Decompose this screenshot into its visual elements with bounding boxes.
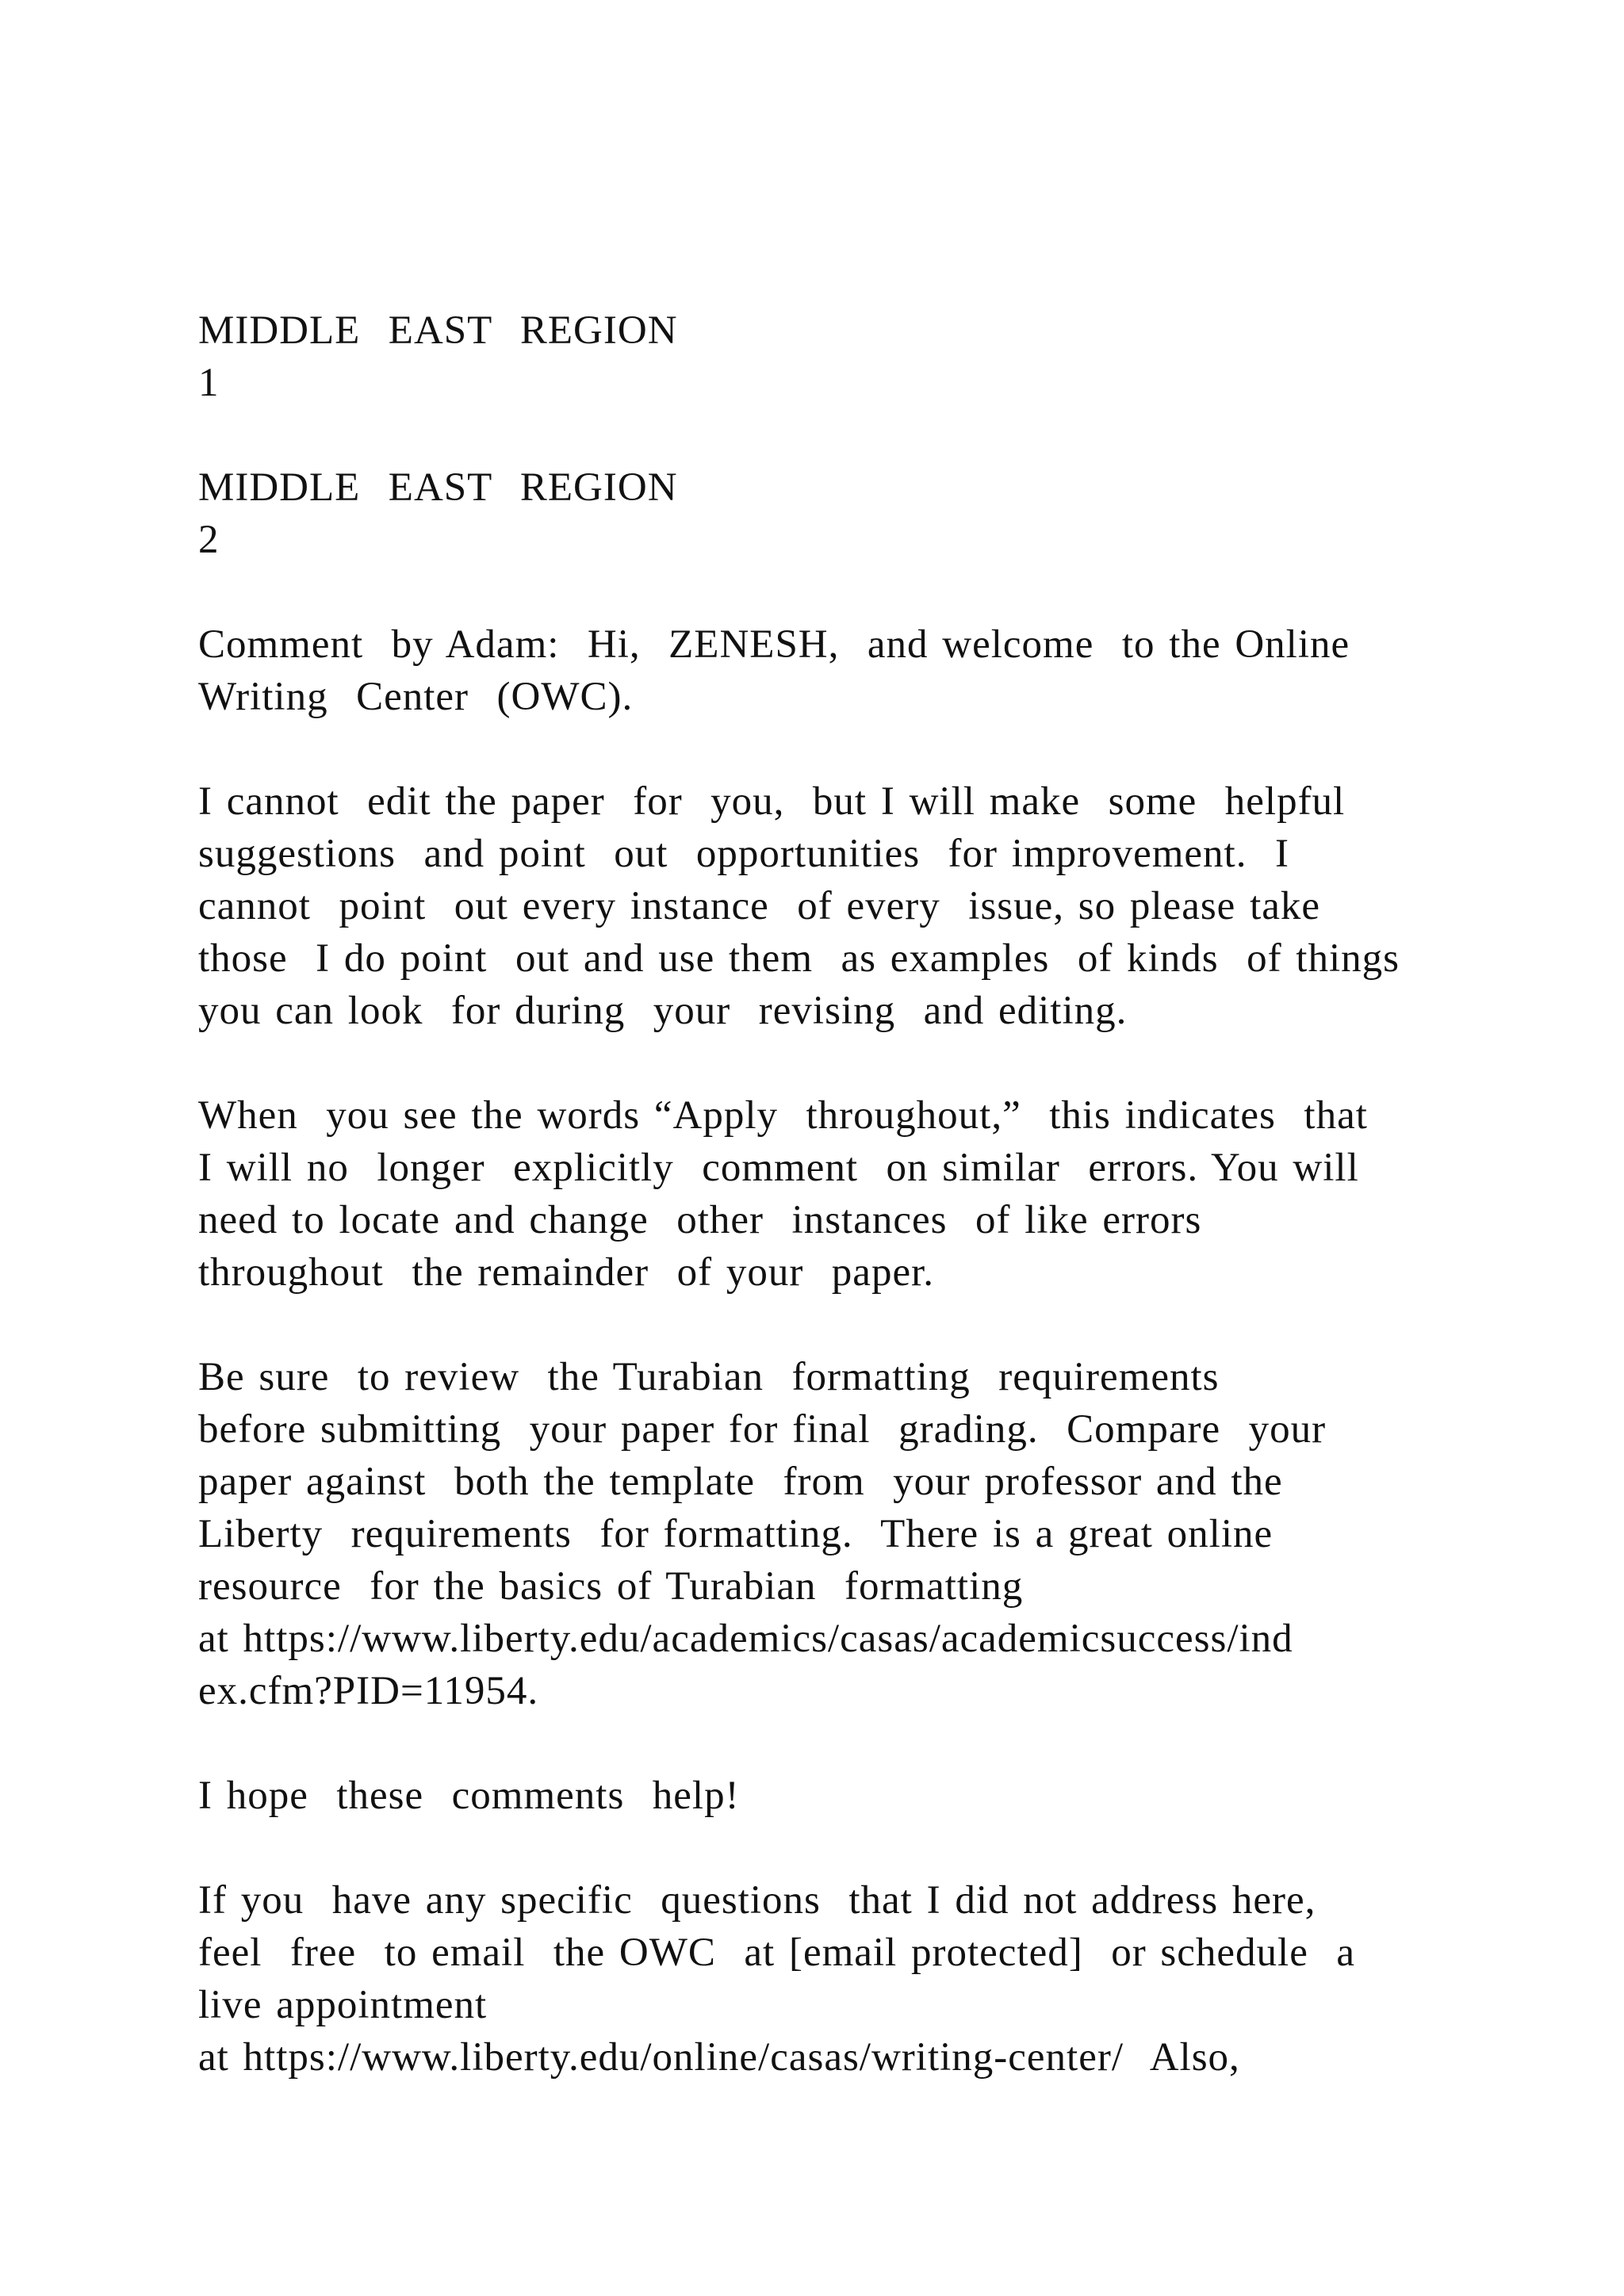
text-line: cannot point out every instance of every issue, so please take bbox=[198, 884, 1321, 928]
blank-line bbox=[198, 1717, 1515, 1770]
blank-line bbox=[198, 1037, 1515, 1089]
running-head: MIDDLE EAST REGION bbox=[198, 308, 678, 353]
running-head: MIDDLE EAST REGION bbox=[198, 465, 678, 510]
blank-line bbox=[198, 723, 1515, 775]
text-line: live appointment bbox=[198, 1983, 488, 2027]
text-line: paper against both the template from your professor and the bbox=[198, 1460, 1283, 1504]
page-number: 2 bbox=[198, 518, 220, 562]
comment-intro-paragraph bbox=[198, 618, 1515, 723]
blank-line bbox=[198, 566, 1515, 618]
document-body bbox=[198, 304, 1515, 2084]
page-number: 1 bbox=[198, 361, 220, 405]
comment-paragraph-apply-throughout bbox=[198, 1089, 1515, 1299]
text-line: When you see the words “Apply throughout,” this indicates that bbox=[198, 1093, 1368, 1138]
comment-paragraph-editing bbox=[198, 775, 1515, 1037]
turabian-link-line[interactable]: ex.cfm?PID=11954. bbox=[198, 1669, 539, 1713]
text-line: feel free to email the OWC at [email protected] or schedule a bbox=[198, 1931, 1355, 1975]
text-line: If you have any specific questions that I did not address here, bbox=[198, 1878, 1316, 1923]
blank-line bbox=[198, 409, 1515, 461]
text-line: I will no longer explicitly comment on similar errors. You will bbox=[198, 1146, 1359, 1190]
text-line: suggestions and point out opportunities for improvement. I bbox=[198, 832, 1289, 876]
comment-paragraph-closing bbox=[198, 1770, 1515, 1822]
comment-paragraph-turabian bbox=[198, 1351, 1515, 1717]
text-line: Writing Center (OWC). bbox=[198, 675, 634, 719]
blank-line bbox=[198, 1822, 1515, 1874]
text-line: throughout the remainder of your paper. bbox=[198, 1250, 935, 1295]
text-line: need to locate and change other instances of like errors bbox=[198, 1198, 1202, 1242]
text-line: Liberty requirements for formatting. There is a great online bbox=[198, 1512, 1274, 1556]
text-line: I hope these comments help! bbox=[198, 1774, 740, 1818]
turabian-link-line[interactable]: at https://www.liberty.edu/academics/casas/academicsuccess/ind bbox=[198, 1617, 1293, 1661]
text-line: those I do point out and use them as examples of kinds of things bbox=[198, 936, 1400, 981]
text-line: I cannot edit the paper for you, but I will make some helpful bbox=[198, 779, 1346, 824]
text-line: before submitting your paper for final grading. Compare your bbox=[198, 1407, 1327, 1452]
text-line: resource for the basics of Turabian formatting bbox=[198, 1564, 1024, 1609]
blank-line bbox=[198, 1299, 1515, 1351]
writing-center-link-line[interactable]: at https://www.liberty.edu/online/casas/writing-center/ Also, bbox=[198, 2035, 1240, 2080]
text-line: Be sure to review the Turabian formatting requirements bbox=[198, 1355, 1220, 1399]
comment-paragraph-contact bbox=[198, 1874, 1515, 2084]
text-line: you can look for during your revising and editing. bbox=[198, 989, 1128, 1033]
text-line: Comment by Adam: Hi, ZENESH, and welcome to the Online bbox=[198, 622, 1350, 667]
